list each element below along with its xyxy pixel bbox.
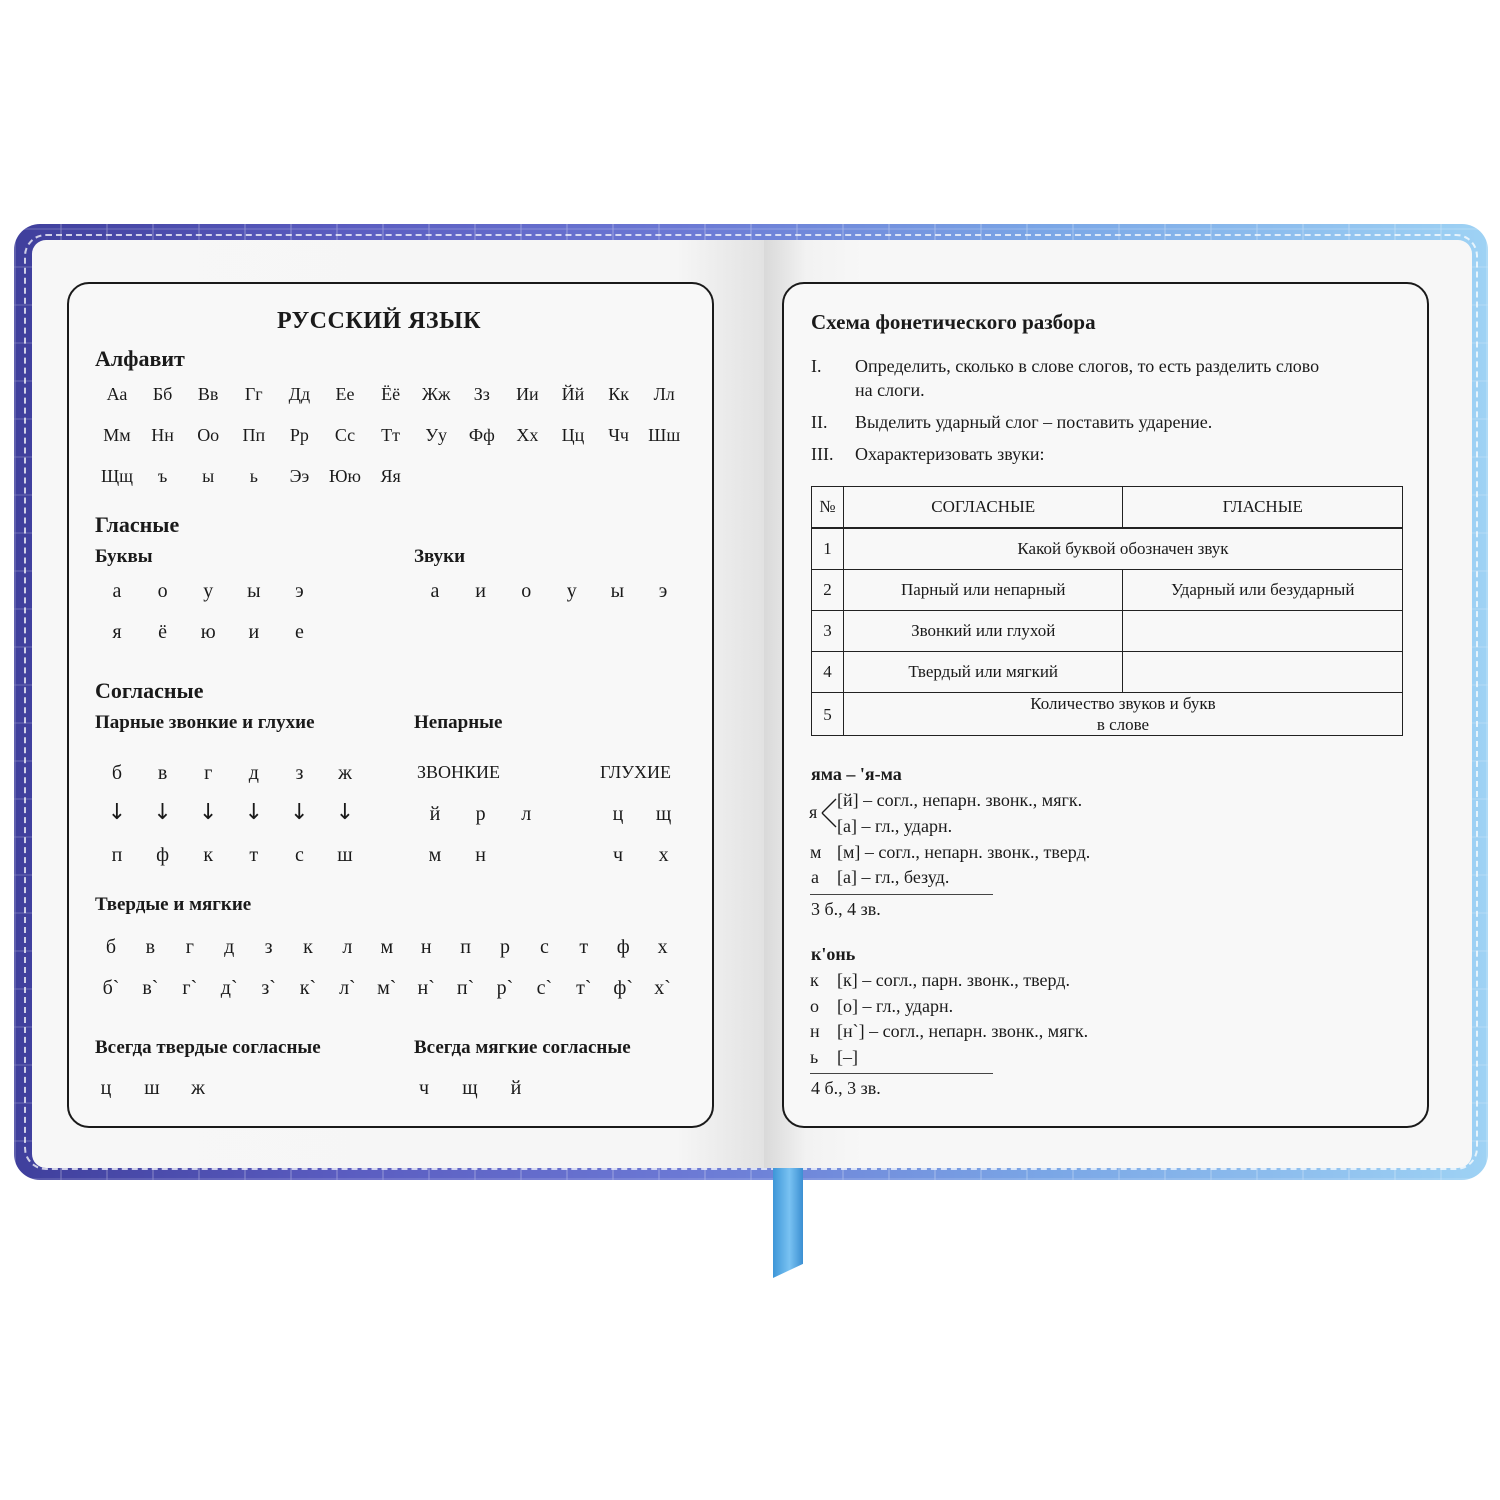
hard-consonant: з <box>264 936 273 958</box>
soft-consonant: п` <box>456 977 475 999</box>
alphabet-letter: Дд <box>288 384 311 404</box>
soft-consonant: л` <box>339 977 356 999</box>
table-row <box>812 528 1403 570</box>
example-word: яма – 'я-ма <box>811 764 902 784</box>
row-num: 3 <box>812 611 844 652</box>
table-cell-empty <box>1123 652 1403 693</box>
table-cell: Ударный или безударный <box>1123 570 1403 611</box>
hard-consonant: х <box>657 936 668 958</box>
hard-consonant: б <box>105 936 117 958</box>
vowel-sounds-heading: Звуки <box>414 546 466 567</box>
soft-consonant: н` <box>417 977 435 999</box>
alphabet-heading: Алфавит <box>95 346 185 371</box>
down-arrow-icon: ↓ <box>153 800 172 825</box>
vowels-heading: Гласные <box>95 512 180 537</box>
soft-consonant: з` <box>261 977 276 999</box>
soft-consonant: б` <box>102 977 120 999</box>
voiceless-consonant: т <box>249 844 259 866</box>
example-letter: о <box>810 995 819 1016</box>
always-hard-letter: ш <box>144 1077 160 1099</box>
alphabet-letter: ъ <box>157 466 168 486</box>
down-arrow-icon: ↓ <box>198 800 218 825</box>
table-cell: Звонкий или глухой <box>843 611 1123 652</box>
example-total: 3 б., 4 зв. <box>811 899 881 919</box>
vowel-sound: ы <box>610 580 625 602</box>
voiced-label: ЗВОНКИЕ <box>417 762 501 782</box>
example-line: [а] – гл., безуд. <box>837 867 950 887</box>
alphabet-letter: Фф <box>468 425 495 445</box>
table-cell-empty <box>1123 611 1403 652</box>
step-text: Определить, сколько в слове слогов, то есть разделить слово <box>855 356 1320 376</box>
soft-consonant: т` <box>576 977 592 999</box>
unpaired-voiceless: ц <box>612 803 624 825</box>
step-number: III. <box>811 444 834 464</box>
voiced-consonant: б <box>111 762 123 784</box>
soft-consonant: г` <box>182 977 198 999</box>
example-line: [м] – согл., непарн. звонк., тверд. <box>837 842 1091 862</box>
vowel-letter: е <box>294 621 304 643</box>
alphabet-letter: Мм <box>103 425 131 445</box>
example-line: [а] – гл., ударн. <box>837 816 953 836</box>
alphabet-letter: Нн <box>151 425 174 445</box>
always-soft-letter: й <box>510 1077 522 1099</box>
alphabet-letter: Яя <box>380 466 401 486</box>
down-arrow-icon: ↓ <box>335 800 355 825</box>
voiced-consonant: з <box>295 762 304 784</box>
vowel-letter: а <box>112 580 122 602</box>
unpaired-voiced: м <box>428 844 442 866</box>
alphabet-letter: Кк <box>608 384 629 404</box>
alphabet-letter: Пп <box>242 425 266 445</box>
vowel-letter: и <box>248 621 260 643</box>
table-cell: Твердый или мягкий <box>843 652 1123 693</box>
always-hard-letter: ж <box>191 1077 205 1099</box>
table-row <box>812 570 1403 611</box>
alphabet-letter: Шш <box>648 425 681 445</box>
always-soft-heading: Всегда мягкие согласные <box>414 1037 631 1058</box>
soft-consonant: д` <box>220 977 238 999</box>
step-text-continued: на слоги. <box>855 380 925 400</box>
alphabet-letter: Вв <box>197 384 219 404</box>
alphabet-letter: ь <box>249 466 258 486</box>
unpaired-voiceless: щ <box>655 803 672 825</box>
unpaired-voiced: й <box>429 803 441 825</box>
hard-consonant: п <box>460 936 471 958</box>
alphabet-letter: Оо <box>197 425 220 445</box>
alphabet-letter: Аа <box>106 384 128 404</box>
table-header-row <box>812 487 1403 529</box>
example-line: [о] – гл., ударн. <box>837 995 954 1016</box>
left-content-frame <box>67 282 714 1128</box>
voiced-consonant: ж <box>338 762 352 784</box>
hard-soft-heading: Твердые и мягкие <box>95 894 252 915</box>
hard-consonant: р <box>500 936 510 958</box>
vowel-sound: и <box>475 580 486 602</box>
soft-consonant: м` <box>377 977 397 999</box>
example-letter: н <box>810 1021 820 1041</box>
row-num: 1 <box>812 528 844 570</box>
hard-consonant: д <box>224 936 235 958</box>
voiced-consonant: г <box>204 762 213 784</box>
vowel-letter: э <box>295 580 304 602</box>
alphabet-letter: Ии <box>516 384 539 404</box>
hard-consonant: т <box>579 936 589 958</box>
unpaired-voiced: н <box>475 844 486 866</box>
down-arrow-icon: ↓ <box>244 800 264 825</box>
alphabet-letter: Жж <box>421 384 451 404</box>
step-text: Выделить ударный слог – поставить ударение. <box>855 412 1213 432</box>
consonants-heading: Согласные <box>95 678 204 703</box>
example-word: к'онь <box>811 944 856 964</box>
alphabet-letter: Чч <box>608 425 629 445</box>
voiceless-consonant: п <box>111 844 123 866</box>
page-title: РУССКИЙ ЯЗЫК <box>277 308 482 334</box>
voiceless-consonant: к <box>203 844 214 866</box>
alphabet-letter: ы <box>202 466 215 486</box>
voiceless-consonant: ш <box>337 844 353 866</box>
vowel-sound: у <box>566 580 577 602</box>
example-letter: а <box>811 867 819 887</box>
hard-consonant: ф <box>616 936 630 958</box>
vowel-letter: ё <box>158 621 168 643</box>
soft-consonant: р` <box>496 977 514 999</box>
example-letter: м <box>810 842 822 862</box>
hard-consonant: н <box>420 936 432 958</box>
header-vowels: ГЛАСНЫЕ <box>1123 487 1403 529</box>
example-total: 4 б., 3 зв. <box>811 1078 881 1098</box>
cell-line: Количество звуков и букв <box>1030 694 1216 713</box>
header-consonants: СОГЛАСНЫЕ <box>843 487 1123 529</box>
table-row <box>812 611 1403 652</box>
soft-consonant: х` <box>654 977 671 999</box>
header-num: № <box>812 487 844 529</box>
phonetic-table <box>811 486 1403 736</box>
cell-line: в слове <box>1096 715 1150 734</box>
voiced-consonant: в <box>157 762 168 784</box>
hard-consonant: м <box>380 936 394 958</box>
soft-consonant: с` <box>536 977 553 999</box>
hard-consonant: с <box>539 936 549 958</box>
step-number: I. <box>811 356 822 376</box>
alphabet-letter: Юю <box>329 466 361 486</box>
paired-heading: Парные звонкие и глухие <box>95 712 315 733</box>
always-hard-letter: ц <box>100 1077 112 1099</box>
down-arrow-icon: ↓ <box>107 800 127 825</box>
alphabet-letter: Гг <box>244 384 263 404</box>
alphabet-letter: Тт <box>381 425 401 445</box>
hard-consonant: к <box>303 936 313 958</box>
voiceless-consonant: с <box>294 844 304 866</box>
alphabet-letter: Бб <box>152 384 173 404</box>
alphabet-letter: Уу <box>425 425 448 445</box>
hard-consonant: л <box>342 936 353 958</box>
table-cell: Парный или непарный <box>843 570 1123 611</box>
divider <box>810 894 993 895</box>
alphabet-letter: Рр <box>289 425 309 445</box>
example-letter: ь <box>810 1046 819 1067</box>
alphabet-letter: Щщ <box>100 466 134 486</box>
voiceless-label: ГЛУХИЕ <box>600 762 671 782</box>
alphabet-letter: Хх <box>516 425 539 445</box>
unpaired-voiceless: ч <box>612 844 624 866</box>
vowel-letter: я <box>112 621 122 643</box>
step-number: II. <box>811 412 828 432</box>
vowel-letter: ю <box>200 621 216 643</box>
branch-icon <box>820 796 838 830</box>
alphabet-letter: Йй <box>561 384 585 404</box>
example-line: [–] <box>837 1046 858 1067</box>
vowel-sound: э <box>658 580 668 602</box>
voiceless-consonant: ф <box>156 844 170 866</box>
example-letter: я <box>809 802 818 822</box>
row-num: 2 <box>812 570 844 611</box>
row-num: 5 <box>812 693 844 736</box>
example-line: [й] – согл., непарн. звонк., мягк. <box>837 790 1083 810</box>
vowel-letters-heading: Буквы <box>95 546 153 567</box>
alphabet-letter: Ээ <box>289 466 310 486</box>
alphabet-letter: Лл <box>653 384 675 404</box>
soft-consonant: в` <box>142 977 159 999</box>
ribbon-bookmark[interactable] <box>773 1160 803 1278</box>
unpaired-voiceless: х <box>658 844 669 866</box>
hard-consonant: г <box>185 936 194 958</box>
alphabet-letter: Сс <box>334 425 356 445</box>
alphabet-letter: Ее <box>335 384 355 404</box>
voiced-consonant: д <box>248 762 259 784</box>
soft-consonant: ф` <box>613 977 633 999</box>
unpaired-heading: Непарные <box>414 712 503 733</box>
example-line: [н`] – согл., непарн. звонк., мягк. <box>837 1021 1089 1041</box>
vowel-letter: ы <box>247 580 261 602</box>
alphabet-letter: Цц <box>561 425 585 445</box>
alphabet-letter: Зз <box>473 384 490 404</box>
always-soft-letter: ч <box>418 1077 430 1099</box>
unpaired-voiced: р <box>475 803 486 825</box>
step-text: Охарактеризовать звуки: <box>855 444 1045 464</box>
vowel-sound: а <box>430 580 440 602</box>
vowel-sound: о <box>521 580 532 602</box>
example-letter: к <box>810 970 819 990</box>
phonetic-scheme-title: Схема фонетического разбора <box>811 310 1096 334</box>
example-line: [к] – согл., парн. звонк., тверд. <box>837 970 1070 990</box>
table-cell <box>843 693 1402 736</box>
table-row <box>812 652 1403 693</box>
always-soft-letter: щ <box>462 1077 478 1099</box>
table-row <box>812 693 1403 736</box>
table-cell: Какой буквой обозначен звук <box>843 528 1402 570</box>
vowel-letter: о <box>157 580 168 602</box>
unpaired-voiced: л <box>521 803 532 825</box>
hard-consonant: в <box>145 936 156 958</box>
alphabet-letter: Ёё <box>381 384 401 404</box>
row-num: 4 <box>812 652 844 693</box>
down-arrow-icon: ↓ <box>290 800 309 825</box>
vowel-letter: у <box>203 580 214 602</box>
soft-consonant: к` <box>299 977 317 999</box>
divider <box>810 1073 993 1074</box>
always-hard-heading: Всегда твердые согласные <box>95 1037 321 1058</box>
